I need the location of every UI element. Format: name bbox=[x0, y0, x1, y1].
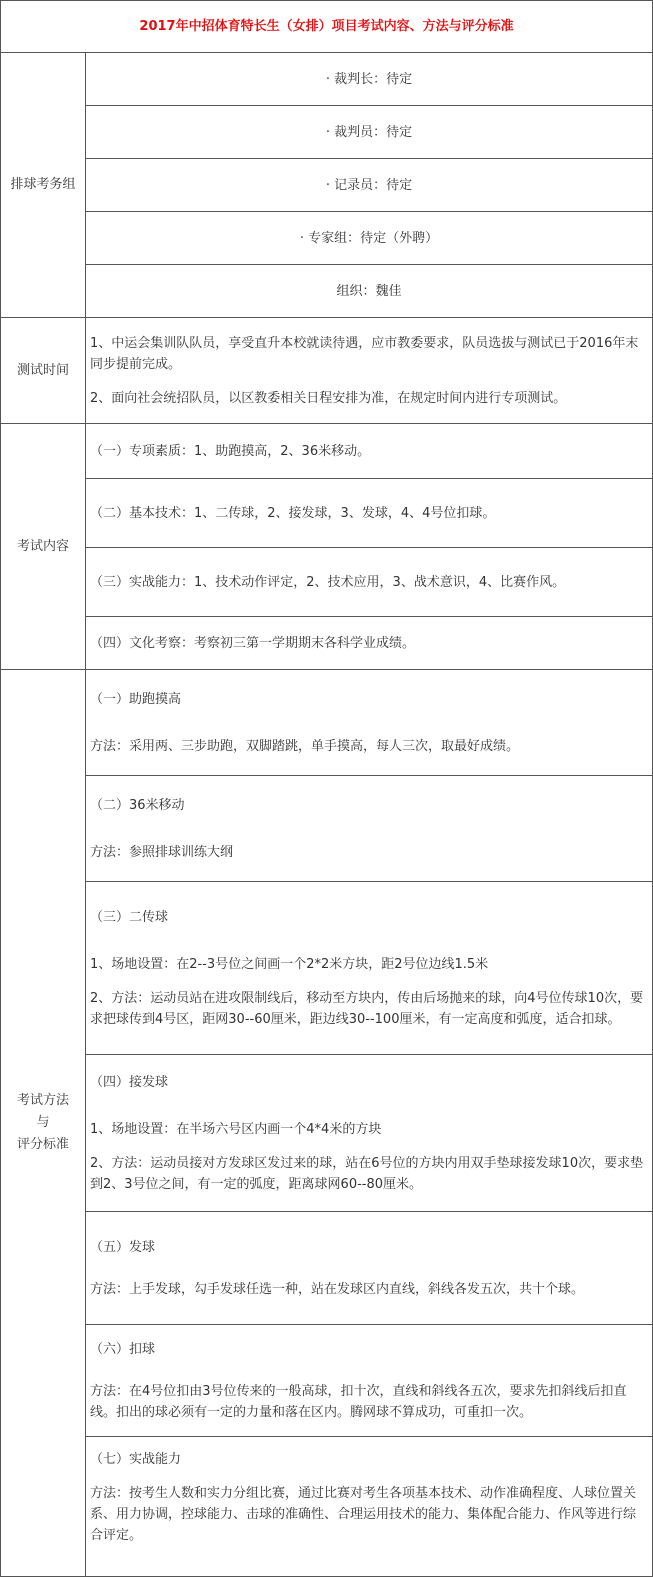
method-item-match-ability bbox=[86, 1437, 653, 1577]
exam-content-label: 考试内容 bbox=[1, 424, 86, 670]
method-item-paragraph: 方法：参照排球训练大纲 bbox=[90, 844, 234, 860]
method-item-paragraph: 方法：在4号位扣由3号位传来的一般高球，扣十次，直线和斜线各五次，要求先扣斜线后扣直线。扣出的球必须有一定的力量和落在区内。腾网球不算成功，可重扣一次。 bbox=[90, 1383, 627, 1420]
method-item-title: （六）扣球 bbox=[90, 1341, 156, 1357]
committee-row-recorder: · 记录员：待定 bbox=[86, 159, 653, 212]
method-item-paragraph: 方法：上手发球，勾手发球任选一种，站在发球区内直线，斜线各发五次，共十个球。 bbox=[90, 1281, 585, 1297]
methods-label-line: 评分标准 bbox=[16, 1137, 69, 1152]
method-item-title: （四）接发球 bbox=[90, 1074, 169, 1090]
test-time-cell bbox=[86, 318, 653, 424]
method-item-jump-reach bbox=[86, 670, 653, 776]
method-item-title: （一）助跑摸高 bbox=[90, 691, 182, 707]
exam-content-row: （二）基本技术：1、二传球，2、接发球，3、发球，4、4号位扣球。 bbox=[86, 479, 653, 548]
method-item-paragraph: 2、方法：运动员站在进攻限制线后，移动至方块内，传由后场抛来的球，向4号位传球10次，要求把球传到4号区，距网30--60厘米，距边线30--100厘米，有一定高度和弧度，适合扣球。 bbox=[90, 990, 644, 1027]
test-time-paragraph: 2、面向社会统招队员，以区教委相关日程安排为准，在规定时间内进行专项测试。 bbox=[90, 390, 567, 406]
method-item-paragraph: 方法：采用两、三步助跑，双脚踏跳，单手摸高，每人三次，取最好成绩。 bbox=[90, 738, 520, 754]
method-item-title: （五）发球 bbox=[90, 1239, 156, 1255]
committee-label: 排球考务组 bbox=[1, 53, 86, 318]
method-item-spike bbox=[86, 1325, 653, 1437]
method-item-serve bbox=[86, 1212, 653, 1325]
methods-label bbox=[1, 670, 86, 1577]
method-item-set bbox=[86, 882, 653, 1055]
test-time-label: 测试时间 bbox=[1, 318, 86, 424]
test-time-paragraph: 1、中运会集训队队员，享受直升本校就读待遇，应市教委要求，队员选拔与测试已于2016年末同步提前完成。 bbox=[90, 335, 639, 372]
method-item-36m-move bbox=[86, 776, 653, 882]
exam-content-row: （三）实战能力：1、技术动作评定，2、技术应用，3、战术意识，4、比赛作风。 bbox=[86, 548, 653, 617]
methods-label-line: 考试方法 bbox=[16, 1093, 69, 1108]
method-item-title: （七）实战能力 bbox=[90, 1452, 182, 1467]
committee-row-organizer: 组织：魏佳 bbox=[86, 265, 653, 318]
method-item-paragraph: 1、场地设置：在半场六号区内画一个4*4米的方块 bbox=[90, 1121, 382, 1137]
method-item-paragraph: 方法：按考生人数和实力分组比赛，通过比赛对考生各项基本技术、动作准确程度、人球位置关系、用力协调，控球能力、击球的准确性、合理运用技术的能力、集体配合能力、作风等进行综合评定。 bbox=[90, 1486, 637, 1543]
method-item-paragraph: 2、方法：运动员接对方发球区发过来的球，站在6号位的方块内用双手垫球接发球10次，要求垫到2、3号位之间，有一定的弧度，距离球网60--80厘米。 bbox=[90, 1155, 644, 1192]
committee-row-referees: · 裁判员：待定 bbox=[86, 106, 653, 159]
table-title: 2017年中招体育特长生（女排）项目考试内容、方法与评分标准 bbox=[1, 1, 653, 53]
method-item-title: （二）36米移动 bbox=[90, 797, 185, 813]
method-item-receive bbox=[86, 1055, 653, 1212]
exam-content-row: （四）文化考察：考察初三第一学期期末各科学业成绩。 bbox=[86, 617, 653, 670]
method-item-paragraph: 1、场地设置：在2--3号位之间画一个2*2米方块，距2号位边线1.5米 bbox=[90, 956, 489, 972]
method-item-title: （三）二传球 bbox=[90, 909, 169, 925]
committee-row-experts: · 专家组：待定（外聘） bbox=[86, 212, 653, 265]
methods-label-line: 与 bbox=[36, 1115, 50, 1130]
exam-content-row: （一）专项素质：1、助跑摸高，2、36米移动。 bbox=[86, 424, 653, 479]
committee-row-referee-chief: · 裁判长：待定 bbox=[86, 53, 653, 106]
